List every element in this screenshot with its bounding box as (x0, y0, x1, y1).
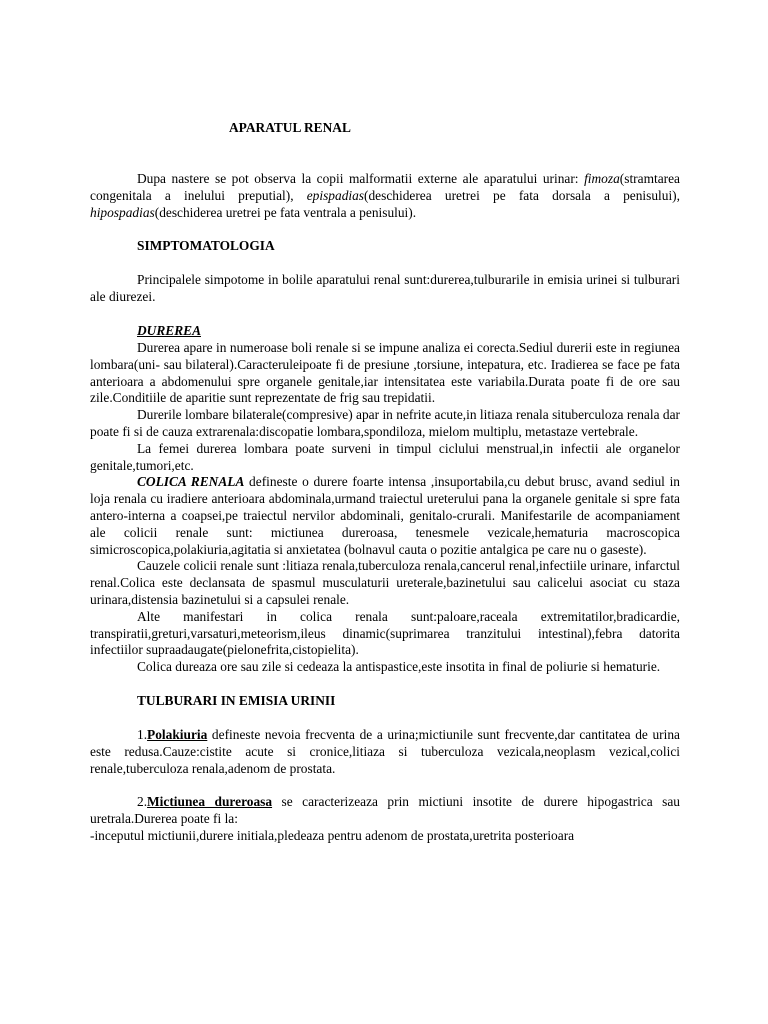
term-epispadias: epispadias (306, 187, 365, 203)
tulburari-item-2 (90, 794, 680, 828)
durerea-paragraph-3: La femei durerea lombara poate surveni in timpul ciclului menstrual,in infectii ale organelor genitale,tumori,etc. (90, 440, 680, 473)
intro-text: Dupa nastere se pot observa la copii malformatii externe ale aparatului urinar: (137, 171, 585, 186)
document-title: APARATUL RENAL (229, 120, 351, 135)
tulburari-item-1 (90, 727, 680, 777)
durerea-paragraph-1: Durerea apare in numeroase boli renale si se impune analiza ei corecta.Sediul durerii este in regiunea lombara(uni- sau bilateral).Caracteruleipoate fi de presiune ,torsiune, intepatura, etc. Iradierea se face pe fata anterioara a abdomenului spre organele genitale,iar intensitatea este variabila.Durata poate fi de ore sau zile.Conditiile de aparitie sunt reprezentate de frig sau trepidatii. (90, 339, 680, 406)
intro-text: (stramtarea congenitala a inelului preputial), (90, 171, 680, 203)
colica-paragraph-4: Colica dureaza ore sau zile si cedeaza la antispastice,este insotita in final de poliurie si hematurie. (137, 659, 661, 675)
document-page (90, 120, 680, 845)
colica-paragraph-3: Alte manifestari in colica renala sunt:paloare,raceala extremitatilor,bradicardie, transpiratii,greturi,varsaturi,meteorism,ileus dinamic(suprimarea tranzitului intestinal),febra datorita infectiilor supraadaugate(pielonefrita,cistopielita). (90, 608, 680, 658)
item-text: defineste nevoia frecventa de a urina;mictiunile sunt frecvente,dar cantitatea de urina este redusa.Cauze:cistite acute si cronice,litiaza si tuberculoza vezicala,neoplasm vezical,colici renale,tuberculoza renala,adenom de prostata. (90, 726, 680, 776)
durerea-paragraph-2: Durerile lombare bilaterale(compresive) apar in nefrite acute,in litiaza renala situberculoza renala dar poate fi si de cauza extrarenala:discopatie lombara,spondiloza, mielom multiplu, metastaze vertebrale. (90, 407, 680, 439)
term-polakiuria: Polakiuria (147, 726, 208, 742)
section-heading-simptomatologia: SIMPTOMATOLOGIA (137, 238, 275, 254)
colica-paragraph-1 (90, 474, 680, 558)
colica-paragraph-2: Cauzele colicii renale sunt :litiaza renala,tuberculoza renala,cancerul renal,infectiile urinare, infarctul renal.Colica este declansata de spasmul musculaturii ureterale,bazinetului sau calicelui asociat cu staza urinara,distensia bazinetului si a capsulei renale. (90, 558, 680, 607)
intro-paragraph (90, 171, 680, 221)
intro-text: (deschiderea uretrei pe fata dorsala a penisului), (364, 187, 680, 203)
colica-text: defineste o durere foarte intensa ,insuportabila,cu debut brusc, avand sediul in loja renala cu iradiere anterioara abdominala,urmand traiectul ureterului pana la organele genitale si spre fata antero-interna a coapsei,pe traiectul nervilor abdominali, genitalo-crurali. Manifestarile de acompaniament ale colicii renale sunt: mictiunea dureroasa, tenesmele vezicale,hematuria macroscopica simicroscopica,polakiuria,agitatia si anxietatea (bolnavul cauta o pozitie antalgica pe care nu o gaseste). (90, 474, 680, 557)
term-colica-renala: COLICA RENALA (137, 474, 245, 490)
intro-text: (deschiderea uretrei pe fata ventrala a penisului). (154, 204, 417, 220)
item-text: se caracterizeaza prin mictiuni insotite de durere hipogastrica sau uretrala.Durerea poate fi la: (90, 794, 680, 827)
term-hipospadias: hipospadias (90, 204, 155, 220)
term-fimoza: fimoza (584, 171, 620, 186)
tulburari-item-2-sub: -inceputul mictiunii,durere initiala,pledeaza pentru adenom de prostata,uretrita posterioara (90, 827, 575, 843)
item-number: 2. (137, 794, 148, 810)
section-heading-durerea: DUREREA (137, 322, 201, 338)
simptomatologia-paragraph: Principalele simpotome in bolile aparatului renal sunt:durerea,tulburarile in emisia urinei si tulburari ale diurezei. (90, 272, 680, 305)
section-heading-tulburari: TULBURARI IN EMISIA URINII (137, 692, 336, 708)
item-number: 1. (137, 726, 148, 742)
term-mictiunea-dureroasa: Mictiunea dureroasa (147, 794, 273, 810)
